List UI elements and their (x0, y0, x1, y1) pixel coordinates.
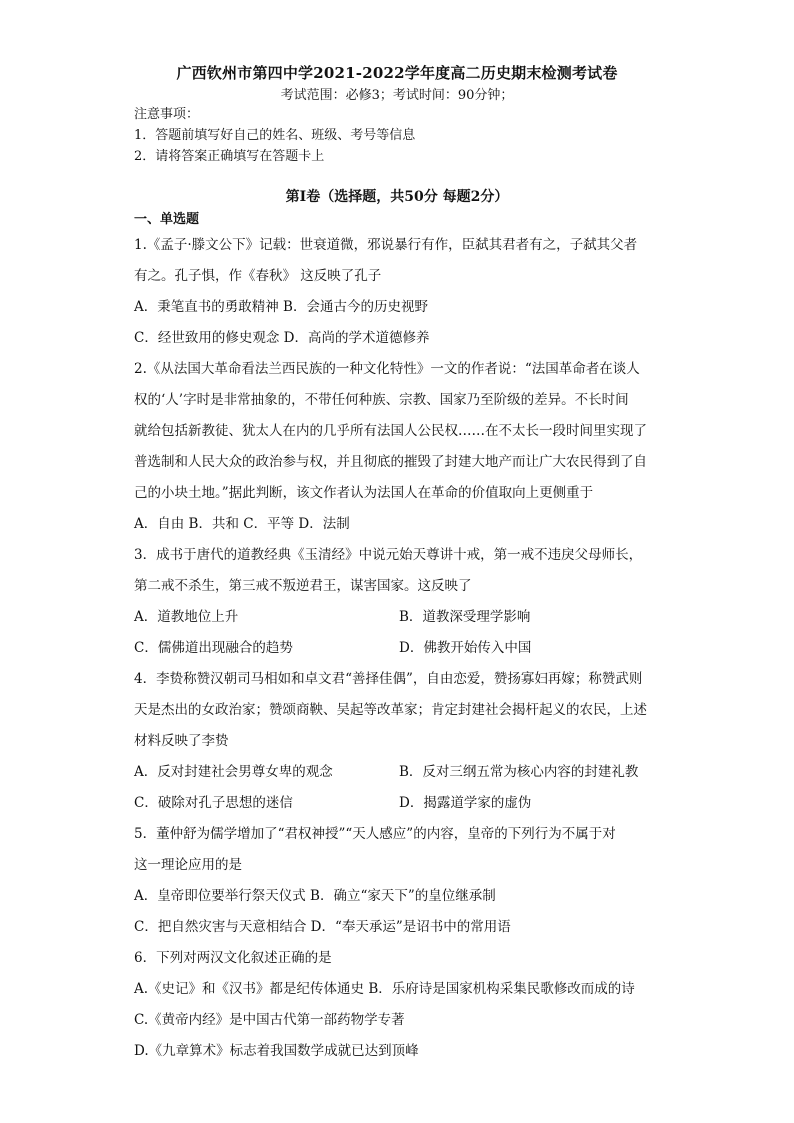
option-row (134, 633, 664, 664)
option-row (134, 788, 664, 819)
question-text-line: 1.《孟子·滕文公下》记载：世衰道微，邪说暴行有作，臣弑其君者有之，子弑其父者 (134, 237, 638, 253)
option-line: A．秉笔直书的勇敢精神 B．会通古今的历史视野 (134, 299, 428, 315)
question-2 (134, 354, 664, 540)
notes-heading: 注意事项： (134, 107, 200, 122)
option-row (134, 757, 664, 788)
notes-block (134, 104, 415, 167)
option-a: A．道教地位上升 (134, 609, 239, 625)
question-text-line: 5．董仲舒为儒学增加了“君权神授”“天人感应”的内容，皇帝的下列行为不属于对 (134, 826, 616, 842)
option-line: A.《史记》和《汉书》都是纪传体通史 B．乐府诗是国家机构采集民歌修改而成的诗 (134, 981, 635, 997)
option-line: C.《黄帝内经》是中国古代第一部药物学专著 (134, 1012, 405, 1028)
notes-item: 1．答题前填写好自己的姓名、班级、考号等信息 (134, 128, 416, 143)
option-d: D．佛教开始传入中国 (399, 640, 532, 656)
question-text-line: 己的小块土地。”据此判断，该文作者认为法国人在革命的价值取向上更侧重于 (134, 485, 594, 501)
question-text-line: 这一理论应用的是 (134, 857, 242, 873)
question-4 (134, 664, 664, 819)
question-5 (134, 819, 664, 943)
question-text-line: 4．李贽称赞汉朝司马相如和卓文君“善择佳偶”，自由恋爱，赞扬寡妇再嫁；称赞武则 (134, 671, 643, 687)
question-type-heading: 一、单选题 (134, 212, 200, 227)
question-text-line: 2.《从法国大革命看法兰西民族的一种文化特性》一文的作者说：“法国革命者在谈人 (134, 361, 640, 377)
option-b: B．道教深受理学影响 (399, 609, 531, 625)
option-line: D.《九章算术》标志着我国数学成就已达到顶峰 (134, 1043, 419, 1059)
question-text-line: 权的‘人’字时是非常抽象的，不带任何种族、宗教、国家乃至阶级的差异。不长时间 (134, 392, 629, 408)
option-a: A．反对封建社会男尊女卑的观念 (134, 764, 333, 780)
option-line: A．自由 B．共和 C．平等 D．法制 (134, 516, 350, 532)
notes-item: 2．请将答案正确填写在答题卡上 (134, 149, 325, 164)
section-title: 第I卷（选择题，共50分 每题2分） (285, 189, 509, 205)
option-line: A．皇帝即位要举行祭天仪式 B．确立“家天下”的皇位继承制 (134, 888, 496, 904)
question-text-line: 材料反映了李贽 (134, 733, 229, 749)
question-text-line: 就给包括新教徒、犹太人在内的几乎所有法国人公民权……在不太长一段时间里实现了 (134, 423, 647, 439)
option-d: D．揭露道学家的虚伪 (399, 795, 532, 811)
question-text-line: 普选制和人民大众的政治参与权，并且彻底的摧毁了封建大地产而让广大农民得到了自 (134, 454, 647, 470)
question-text-line: 第二戒不杀生，第三戒不叛逆君王，谋害国家。这反映了 (134, 578, 472, 594)
option-b: B．反对三纲五常为核心内容的封建礼教 (399, 764, 639, 780)
question-6 (134, 943, 664, 1067)
question-text-line: 天是杰出的女政治家；赞颂商鞅、吴起等改革家；肯定封建社会揭杆起义的农民，上述 (134, 702, 647, 718)
option-line: C．经世致用的修史观念 D．高尚的学术道德修养 (134, 330, 430, 346)
option-c: C．儒佛道出现融合的趋势 (134, 640, 293, 656)
question-1 (134, 230, 664, 354)
question-text-line: 有之。孔子惧，作《春秋》 这反映了孔子 (134, 268, 382, 284)
exam-subtitle: 考试范围：必修3；考试时间：90分钟； (280, 88, 514, 103)
question-list (134, 230, 664, 1067)
question-text-line: 3．成书于唐代的道教经典《玉清经》中说元始天尊讲十戒，第一戒不违戾父母师长， (134, 547, 643, 563)
option-c: C．破除对孔子思想的迷信 (134, 795, 293, 811)
question-3 (134, 540, 664, 664)
option-line: C．把自然灾害与天意相结合 D．“奉天承运”是诏书中的常用语 (134, 919, 511, 935)
exam-title: 广西钦州市第四中学2021-2022学年度高二历史期末检测考试卷 (176, 64, 618, 82)
question-text-line: 6．下列对两汉文化叙述正确的是 (134, 950, 332, 966)
option-row (134, 602, 664, 633)
